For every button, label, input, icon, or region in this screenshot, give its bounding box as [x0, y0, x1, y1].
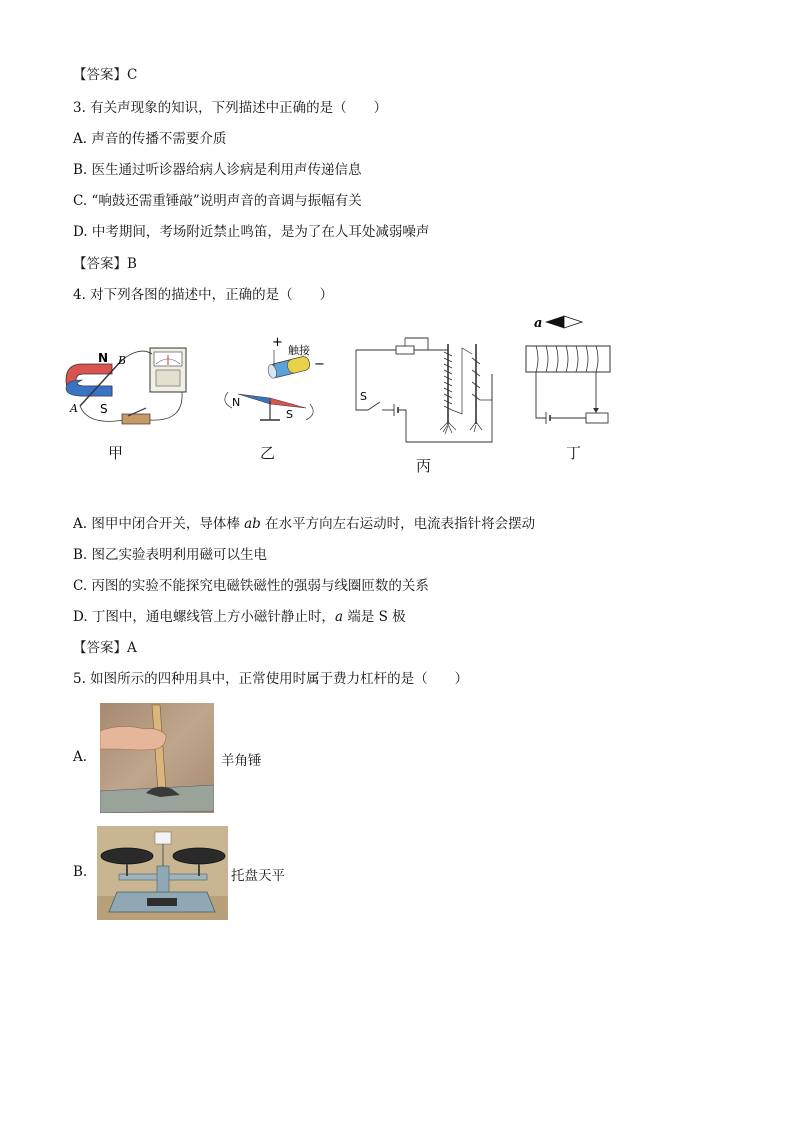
- question-3-option-a: A. 声音的传播不需要介质: [73, 131, 227, 147]
- figure-jia: [60, 340, 195, 435]
- figure-bing: [348, 334, 498, 446]
- magnet-n-label: N: [98, 351, 109, 365]
- needle-n-label: N: [232, 396, 241, 409]
- question-4-option-b: B. 图乙实验表明利用磁可以生电: [73, 547, 268, 563]
- tray-balance-photo: [97, 826, 228, 920]
- figure-bing-caption: 丙: [416, 457, 432, 475]
- end-a-var: a: [334, 609, 343, 625]
- question-4-option-a: A. 图甲中闭合开关，导体棒 ab 在水平方向左右运动时，电流表指针将会摆动: [73, 516, 536, 532]
- figure-yi: [218, 332, 328, 427]
- question-3-stem: 3. 有关声现象的知识，下列描述中正确的是（ ）: [73, 100, 388, 116]
- needle-s-label: S: [286, 408, 293, 421]
- figure-jia-caption: 甲: [108, 444, 124, 462]
- answer-value: C: [127, 67, 138, 83]
- question-5-option-a-letter: A.: [73, 749, 88, 765]
- question-4-option-d: D. 丁图中，通电螺线管上方小磁针静止时，a 端是 S 极: [73, 609, 406, 625]
- answer-tag: 【答案】: [73, 640, 127, 656]
- battery-minus-label: −: [314, 357, 325, 372]
- question-3-option-d: D. 中考期间，考场附近禁止鸣笛，是为了在人耳处减弱噪声: [73, 224, 430, 240]
- magnet-s-label: S: [100, 402, 108, 416]
- question-4-option-c: C. 丙图的实验不能探究电磁铁磁性的强弱与线圈匝数的关系: [73, 578, 429, 594]
- contact-label: 触接: [288, 344, 310, 357]
- tray-balance-name: 托盘天平: [231, 868, 285, 884]
- answer-value: B: [127, 256, 137, 272]
- claw-hammer-photo: [100, 703, 214, 813]
- rod-a-label: A: [70, 402, 78, 415]
- answer-line-4: [73, 639, 137, 657]
- conductor-ab-var: ab: [244, 516, 261, 532]
- answer-line-3: [73, 255, 137, 273]
- switch-s-label: S: [360, 390, 367, 403]
- question-5-stem: 5. 如图所示的四种用具中，正常使用时属于费力杠杆的是（ ）: [73, 671, 469, 687]
- figure-ding-caption: 丁: [566, 444, 582, 462]
- battery-plus-label: +: [272, 335, 283, 350]
- question-3-option-b: B. 医生通过听诊器给病人诊病是利用声传递信息: [73, 162, 362, 178]
- question-5-option-b-letter: B.: [73, 864, 88, 880]
- needle-a-label: a: [534, 316, 543, 331]
- answer-tag: 【答案】: [73, 67, 127, 83]
- question-3-option-c: C. “响鼓还需重锤敲”说明声音的音调与振幅有关: [73, 193, 362, 209]
- rod-b-label: B: [118, 354, 127, 367]
- claw-hammer-name: 羊角锤: [221, 753, 262, 769]
- answer-value: A: [127, 640, 137, 656]
- figure-ding: [518, 312, 618, 432]
- answer-line-2: [73, 66, 137, 84]
- figure-yi-caption: 乙: [260, 444, 276, 462]
- answer-tag: 【答案】: [73, 256, 127, 272]
- question-4-stem: 4. 对下列各图的描述中，正确的是（ ）: [73, 287, 334, 303]
